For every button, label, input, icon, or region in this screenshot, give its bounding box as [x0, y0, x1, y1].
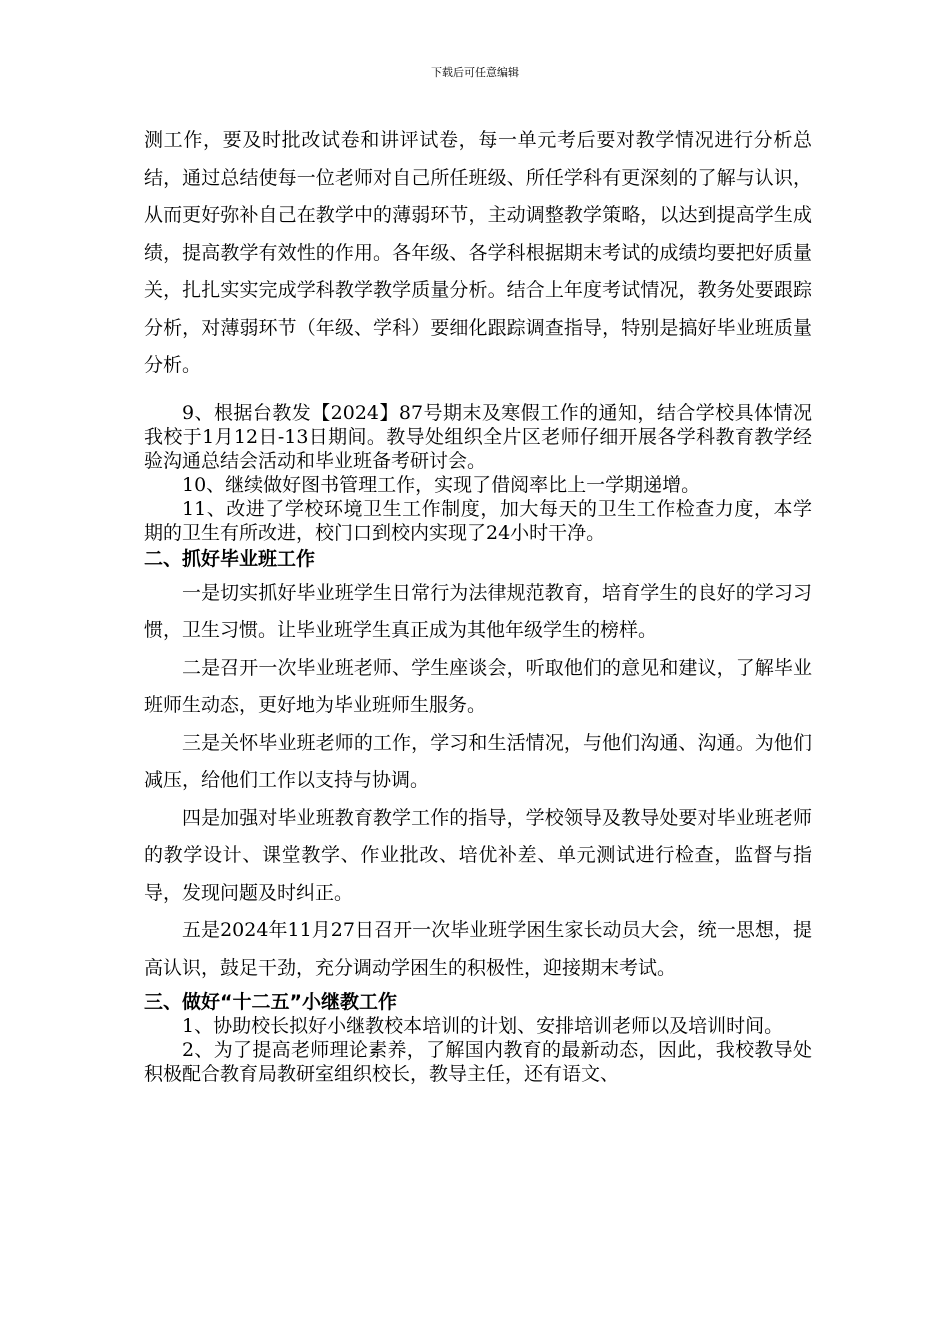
section-heading-graduating-class: 二、抓好毕业班工作: [144, 547, 316, 570]
section-heading-continuing-education: 三、做好“十二五”小继教工作: [144, 991, 397, 1013]
graduating-item-1: 一是切实抓好毕业班学生日常行为法律规范教育，培育学生的良好的学习习惯，卫生习惯。让毕业班学生真正成为其他年级学生的榜样。: [144, 581, 812, 641]
graduating-item-3: 三是关怀毕业班老师的工作，学习和生活情况，与他们沟通、沟通。为他们减压，给他们工作以支持与协调。: [144, 731, 812, 791]
paragraph-item-9: 9、根据台教发【2024】87号期末及寒假工作的通知，结合学校具体情况我校于1月12日-13日期间。教导处组织全片区老师仔细开展各学科教育教学经验沟通总结会活动和毕业班备考研讨会。: [144, 401, 812, 472]
continuing-education-item-2: 2、为了提高老师理论素养，了解国内教育的最新动态，因此，我校教导处积极配合教育局教研室组织校长，教导主任，还有语文、: [144, 1039, 812, 1085]
paragraph-item-11: 11、改进了学校环境卫生工作制度，加大每天的卫生工作检查力度，本学期的卫生有所改进，校门口到校内实现了24小时干净。: [144, 497, 812, 544]
document-body: [144, 122, 812, 1086]
continuing-education-item-1: 1、协助校长拟好小继教校本培训的计划、安排培训老师以及培训时间。: [182, 1015, 784, 1037]
graduating-item-4: 四是加强对毕业班教育教学工作的指导，学校领导及教导处要对毕业班老师的教学设计、课堂教学、作业批改、培优补差、单元测试进行检查，监督与指导，发现问题及时纠正。: [144, 806, 812, 904]
graduating-item-5: 五是2024年11月27日召开一次毕业班学困生家长动员大会，统一思想，提高认识，鼓足干劲，充分调动学困生的积极性，迎接期末考试。: [144, 919, 812, 979]
paragraph-item-10: 10、继续做好图书管理工作，实现了借阅率比上一学期递增。: [182, 473, 701, 496]
page-header-note: 下载后可任意编辑: [431, 66, 519, 79]
graduating-item-2: 二是召开一次毕业班老师、学生座谈会，听取他们的意见和建议，了解毕业班师生动态，更好地为毕业班师生服务。: [144, 656, 812, 716]
paragraph-teaching-analysis: 测工作，要及时批改试卷和讲评试卷，每一单元考后要对教学情况进行分析总结，通过总结使每一位老师对自己所任班级、所任学科有更深刻的了解与认识，从而更好弥补自己在教学中的薄弱环节，主动调整教学策略，以达到提高学生成绩，提高教学有效性的作用。各年级、各学科根据期末考试的成绩均要把好质量关，扎扎实实完成学科教学教学质量分析。结合上年度考试情况，教务处要跟踪分析，对薄弱环节（年级、学科）要细化跟踪调查指导，特别是搞好毕业班质量分析。: [144, 129, 812, 376]
